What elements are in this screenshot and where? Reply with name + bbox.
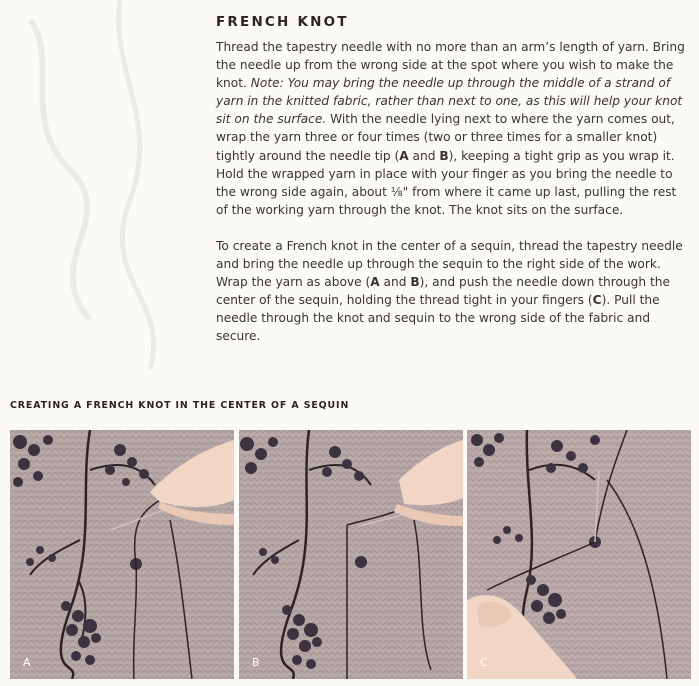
- photo-c: [467, 430, 691, 679]
- knitted-fabric-illustration: [239, 430, 463, 679]
- ref-b: B: [439, 148, 449, 163]
- paragraph-2-and: and: [379, 275, 411, 290]
- paragraph-1-end: ), keeping a tight grip as you wrap it. Hold the wrapped yarn in place with your finger as you bring the needle to the wrong side again, about ⅛" from where it came up last, pulling the rest of the working yarn through the knot. The knot sits on the surface.: [216, 148, 677, 217]
- photo-a: [10, 430, 234, 679]
- paragraph-2-text: To create a French knot in the center of a sequin, thread the tapestry needle and bring the needle up through the sequin to the right side of the work. Wrap the yarn as above (: [216, 238, 683, 290]
- photo-b: [239, 430, 463, 679]
- paragraph-1-note: Note: You may bring the needle up through the middle of a strand of yarn in the knitted fabric, rather than next to one, as this will help your knot sit on the surface.: [216, 76, 683, 127]
- paragraph-1: [216, 38, 688, 219]
- section-title: FRENCH KNOT: [216, 14, 349, 30]
- background-pattern: [0, 0, 205, 380]
- knitted-fabric-illustration: [467, 430, 691, 679]
- ref-a: A: [399, 148, 409, 163]
- paragraph-1-lead: Thread the tapestry needle with no more than an arm’s length of yarn. Bring the needle up from the wrong side at the spot where you wish to make the knot.: [216, 40, 685, 91]
- knitted-fabric-illustration: [10, 430, 234, 679]
- photo-label-b: B: [252, 656, 260, 669]
- paragraph-2-middle: ), and push the needle down through the center of the sequin, holding the thread tight in your fingers (: [216, 275, 670, 308]
- figure-caption: CREATING A FRENCH KNOT IN THE CENTER OF A SEQUIN: [10, 400, 350, 411]
- instructions: [216, 38, 688, 346]
- ref-a: A: [370, 275, 380, 290]
- ref-b: B: [410, 275, 420, 290]
- paragraph-2-end: ). Pull the needle through the knot and sequin to the wrong side of the fabric and secure.: [216, 293, 660, 344]
- paragraph-1-text: With the needle lying next to where the yarn comes out, wrap the yarn three or four times (two or three times for a smaller knot) tightly around the needle tip (: [216, 112, 675, 163]
- paragraph-2: [216, 237, 688, 346]
- ref-c: C: [592, 293, 602, 308]
- paragraph-1-and: and: [408, 148, 440, 163]
- photo-label-a: A: [23, 656, 31, 669]
- photo-label-c: C: [480, 656, 488, 669]
